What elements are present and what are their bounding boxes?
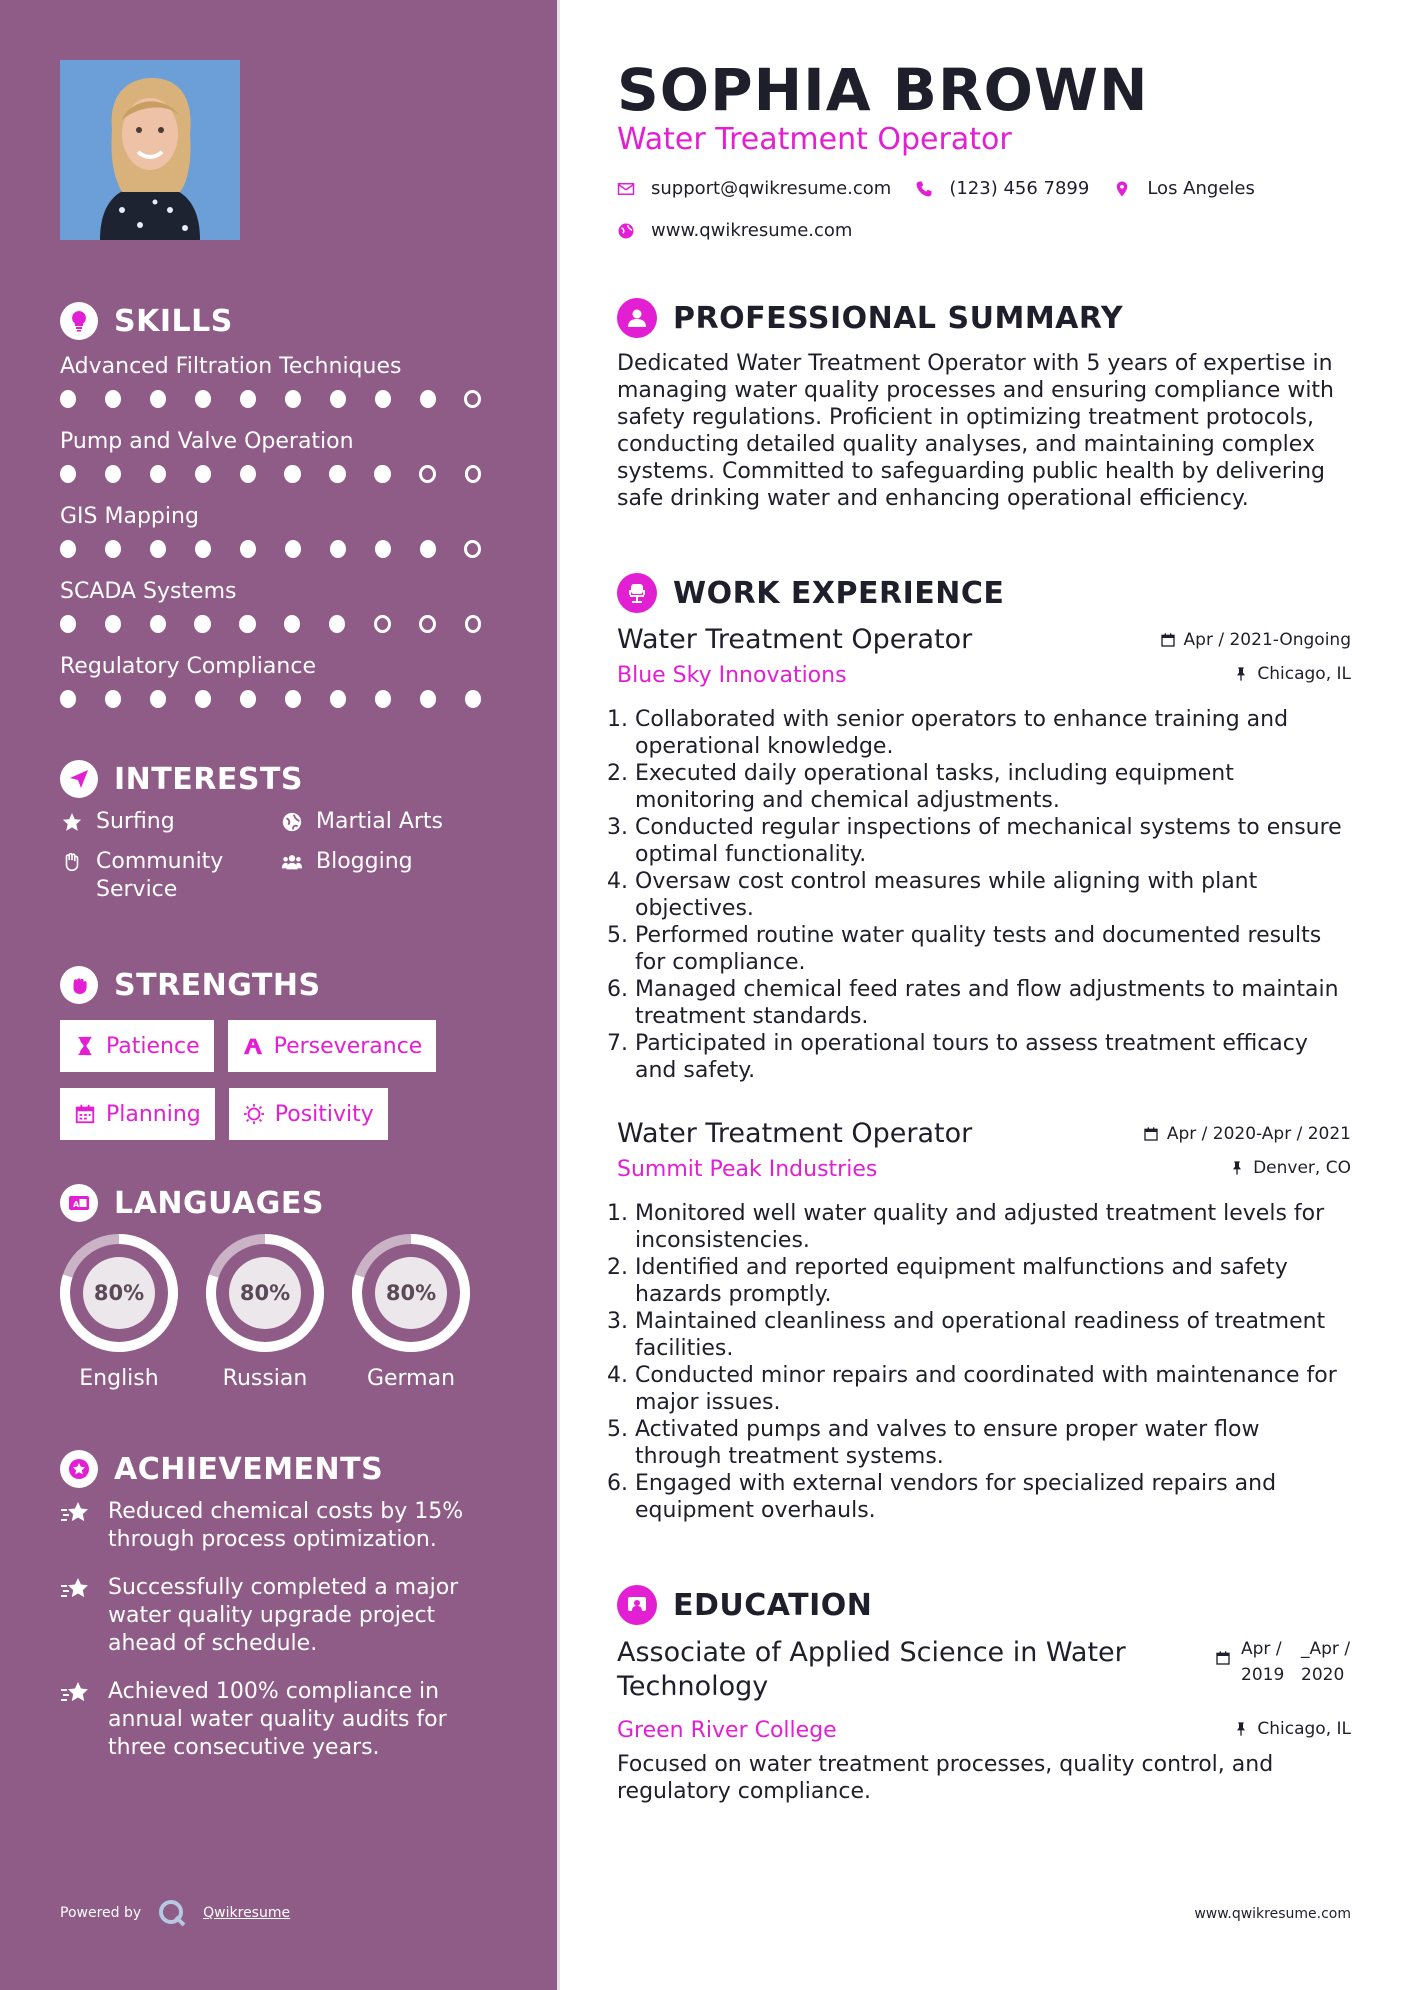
skill-name: SCADA Systems (60, 579, 237, 604)
company-name: Blue Sky Innovations (617, 663, 847, 688)
language-ring (58, 1232, 180, 1354)
rating-dot-filled (329, 615, 345, 633)
graduation-icon (617, 1585, 657, 1625)
rating-dot-filled (375, 540, 391, 558)
main-content (617, 0, 1351, 1990)
rating-dot-empty (464, 390, 481, 408)
rating-dot-filled (240, 390, 256, 408)
rating-dot-filled (150, 465, 166, 483)
duty-item: Monitored well water quality and adjusted treatment levels for inconsistencies. (635, 1201, 1325, 1253)
rating-dot-filled (105, 615, 121, 633)
candidate-name: SOPHIA BROWN (617, 56, 1149, 124)
strength-label: Planning (106, 1101, 201, 1127)
summary-title: PROFESSIONAL SUMMARY (673, 300, 1124, 336)
language-percent: 80% (93, 1281, 145, 1305)
lightbulb-icon (60, 302, 98, 340)
duty-item: Collaborated with senior operators to enhance training and operational knowledge. (635, 707, 1289, 759)
hand-icon (60, 848, 84, 876)
calendar-icon (1160, 632, 1176, 648)
achievement-text: Reduced chemical costs by 15% through process optimization. (108, 1499, 464, 1552)
phone-text: (123) 456 7899 (949, 178, 1090, 199)
achievements-title: ACHIEVEMENTS (114, 1451, 384, 1487)
rating-dot-filled (195, 390, 211, 408)
sidebar (0, 0, 557, 1990)
interest-label: Surfing (96, 809, 175, 834)
job-dates (1143, 1124, 1351, 1144)
skill-name: GIS Mapping (60, 504, 199, 529)
rating-dot-empty (465, 615, 482, 633)
languages-list (58, 1232, 472, 1391)
languages-title: LANGUAGES (114, 1185, 324, 1221)
rating-dot-filled (330, 690, 346, 708)
rating-dot-filled (60, 615, 76, 633)
job-location (1229, 1158, 1351, 1178)
duty-item: Managed chemical feed rates and flow adjustments to maintain treatment standards. (635, 977, 1339, 1029)
company-name: Summit Peak Industries (617, 1157, 878, 1182)
achievements-list (60, 1498, 490, 1782)
rating-dot-empty (465, 465, 482, 483)
strengths-heading (60, 966, 321, 1004)
job-entry (617, 1118, 1351, 1524)
languages-heading (60, 1184, 324, 1222)
qwikresume-logo-icon (157, 1898, 187, 1928)
globe-icon (280, 808, 304, 836)
duty-item: Identified and reported equipment malfunctions and safety hazards promptly. (635, 1255, 1288, 1307)
globe-icon (617, 222, 635, 240)
skill-name: Advanced Filtration Techniques (60, 354, 402, 379)
strengths-title: STRENGTHS (114, 967, 321, 1003)
duty-item: Engaged with external vendors for specialized repairs and equipment overhauls. (635, 1471, 1277, 1523)
language-percent: 80% (239, 1281, 291, 1305)
language-name: Russian (222, 1366, 308, 1391)
achievement-item (60, 1678, 490, 1762)
rating-dot-filled (105, 390, 121, 408)
job-entry (617, 624, 1351, 1084)
skill-item (60, 500, 510, 575)
rating-dot-filled (195, 690, 211, 708)
map-pin-icon (1113, 180, 1131, 198)
phone-icon (915, 180, 933, 198)
calendar-icon (74, 1103, 96, 1125)
degree-name: Associate of Applied Science in Water Technology (617, 1637, 1126, 1702)
skill-item (60, 350, 510, 425)
footer-website-link[interactable]: www.qwikresume.com (1194, 1906, 1351, 1922)
education-start: Apr / 2019 (1241, 1639, 1285, 1685)
job-location-text: Chicago, IL (1257, 664, 1351, 684)
interests-list (60, 808, 500, 904)
rating-dot-filled (374, 465, 390, 483)
skills-list (60, 350, 510, 725)
summary-heading (617, 298, 1123, 338)
language-percent: 80% (385, 1281, 437, 1305)
calendar-icon (1143, 1126, 1159, 1142)
strength-chip (228, 1020, 437, 1072)
pushpin-icon (1233, 1721, 1249, 1737)
rating-dot-filled (195, 540, 211, 558)
rating-dot-filled (240, 465, 256, 483)
strength-chip (60, 1088, 215, 1140)
job-dates-text: Apr / 2021-Ongoing (1183, 630, 1351, 650)
language-ring (350, 1232, 472, 1354)
strength-label: Patience (106, 1033, 200, 1059)
strength-label: Perseverance (273, 1033, 423, 1059)
shooting-star-icon (60, 1498, 94, 1554)
skills-heading (60, 302, 233, 340)
shooting-star-icon (60, 1574, 94, 1658)
achievement-text: Achieved 100% compliance in annual water quality audits for three consecutive years. (108, 1679, 447, 1760)
strength-chip (229, 1088, 388, 1140)
rating-dot-filled (150, 615, 166, 633)
rating-dot-filled (60, 540, 76, 558)
sun-icon (243, 1103, 265, 1125)
rating-dot-filled (284, 465, 300, 483)
star-icon (60, 808, 84, 836)
experience-title: WORK EXPERIENCE (673, 575, 1005, 611)
rating-dot-filled (285, 690, 301, 708)
email-item (617, 178, 891, 199)
rating-dot-filled (150, 540, 166, 558)
job-dates-text: Apr / 2020-Apr / 2021 (1166, 1124, 1351, 1144)
skills-title: SKILLS (114, 303, 233, 339)
climber-icon (242, 1035, 264, 1057)
translate-icon (60, 1184, 98, 1222)
rating-dot-filled (420, 690, 436, 708)
achievement-item (60, 1498, 490, 1554)
skill-name: Regulatory Compliance (60, 654, 316, 679)
interest-label: Blogging (316, 849, 413, 874)
interest-item (280, 848, 500, 904)
achievement-text: Successfully completed a major water quality upgrade project ahead of schedule. (108, 1575, 459, 1656)
rating-dot-filled (465, 690, 481, 708)
duty-list (617, 1200, 1351, 1524)
strength-chip (60, 1020, 214, 1072)
duty-item: Activated pumps and valves to ensure proper water flow through treatment systems. (635, 1417, 1260, 1469)
job-title: Water Treatment Operator (617, 122, 1012, 157)
skill-item (60, 650, 510, 725)
rating-dot-filled (105, 540, 121, 558)
phone-item (915, 178, 1089, 199)
interest-item (280, 808, 500, 836)
duty-item: Conducted regular inspections of mechanical systems to ensure optimal functionality. (635, 815, 1342, 867)
powered-by-label: Powered by (60, 1905, 142, 1921)
chair-icon (617, 573, 657, 613)
duty-item: Participated in operational tours to assess treatment efficacy and safety. (635, 1031, 1308, 1083)
rating-dot-filled (420, 540, 436, 558)
interest-label: Community Service (96, 849, 224, 902)
education-end: _Apr / 2020 (1301, 1639, 1351, 1685)
fist-icon (60, 966, 98, 1004)
svg-text:A: A (73, 1200, 80, 1209)
column-divider (557, 0, 560, 1990)
rating-dot-filled (420, 390, 436, 408)
education-description: Focused on water treatment processes, quality control, and regulatory compliance. (617, 1752, 1274, 1804)
rating-dot-filled (60, 465, 76, 483)
duty-item: Performed routine water quality tests and documented results for compliance. (635, 923, 1322, 975)
language-name: German (366, 1366, 456, 1391)
rating-dot-filled (105, 690, 121, 708)
rating-dot-filled (329, 465, 345, 483)
rating-dot-empty (419, 615, 436, 633)
interests-title: INTERESTS (114, 761, 303, 797)
rating-dot-filled (240, 690, 256, 708)
interest-item (60, 808, 280, 836)
job-location (1233, 664, 1351, 684)
skill-rating (60, 465, 510, 483)
rating-dot-filled (105, 465, 121, 483)
job-dates (1160, 630, 1351, 650)
award-icon (60, 1450, 98, 1488)
achievement-item (60, 1574, 490, 1658)
contact-row (617, 178, 1279, 199)
job-position: Water Treatment Operator (617, 1118, 973, 1149)
rating-dot-empty (464, 540, 481, 558)
pushpin-icon (1233, 666, 1249, 682)
school-name: Green River College (617, 1718, 837, 1743)
rating-dot-filled (285, 390, 301, 408)
language-ring (204, 1232, 326, 1354)
rating-dot-filled (375, 390, 391, 408)
rating-dot-filled (284, 615, 300, 633)
powered-by (60, 1898, 290, 1928)
location-text: Los Angeles (1147, 178, 1255, 199)
language-item (204, 1232, 326, 1391)
skill-item (60, 425, 510, 500)
email-link[interactable]: support@qwikresume.com (651, 178, 892, 199)
skill-rating (60, 615, 510, 633)
experience-heading (617, 573, 1004, 613)
rating-dot-empty (419, 465, 436, 483)
education-location-text: Chicago, IL (1257, 1719, 1351, 1739)
hourglass-icon (74, 1035, 96, 1057)
job-position: Water Treatment Operator (617, 624, 973, 655)
rating-dot-empty (374, 615, 391, 633)
achievements-heading (60, 1450, 383, 1488)
rating-dot-filled (150, 390, 166, 408)
rating-dot-filled (330, 390, 346, 408)
rating-dot-filled (150, 690, 166, 708)
profile-photo (60, 60, 240, 240)
rating-dot-filled (195, 465, 211, 483)
interest-label: Martial Arts (316, 809, 444, 834)
interests-heading (60, 760, 303, 798)
language-item (58, 1232, 180, 1391)
rating-dot-filled (60, 390, 76, 408)
education-dates (1215, 1636, 1351, 1688)
rating-dot-filled (375, 690, 391, 708)
interest-item (60, 848, 280, 904)
portrait-image (60, 60, 240, 240)
duty-item: Maintained cleanliness and operational readiness of treatment facilities. (635, 1309, 1326, 1361)
skill-rating (60, 540, 510, 558)
education-title: EDUCATION (673, 1587, 873, 1623)
calendar-icon (1215, 1650, 1231, 1666)
skill-name: Pump and Valve Operation (60, 429, 354, 454)
rating-dot-filled (240, 540, 256, 558)
website-link[interactable]: www.qwikresume.com (651, 220, 853, 241)
qwikresume-link[interactable]: Qwikresume (203, 1905, 291, 1921)
users-icon (280, 848, 304, 876)
skill-rating (60, 390, 510, 408)
skill-item (60, 575, 510, 650)
pushpin-icon (1229, 1160, 1245, 1176)
paper-plane-icon (60, 760, 98, 798)
language-item (350, 1232, 472, 1391)
website-item (617, 220, 852, 241)
job-location-text: Denver, CO (1253, 1158, 1351, 1178)
rating-dot-filled (330, 540, 346, 558)
rating-dot-filled (194, 615, 210, 633)
user-icon (617, 298, 657, 338)
rating-dot-filled (285, 540, 301, 558)
skill-rating (60, 690, 510, 708)
shooting-star-icon (60, 1678, 94, 1762)
education-location (1233, 1719, 1351, 1739)
rating-dot-filled (239, 615, 255, 633)
duty-item: Conducted minor repairs and coordinated with maintenance for major issues. (635, 1363, 1337, 1415)
strength-label: Positivity (274, 1101, 374, 1127)
summary-text: Dedicated Water Treatment Operator with 5 years of expertise in managing water quality processes and ensuring compliance with safety regulations. Proficient in optimizing treatment protocols, conducting detailed quality analyses, and maintaining complex systems. Committed to safeguarding public health by delivering safe drinking water and enhancing operational efficiency. (617, 351, 1334, 511)
location-item (1113, 178, 1255, 199)
duty-item: Oversaw cost control measures while aligning with plant objectives. (635, 869, 1258, 921)
duty-list (617, 706, 1351, 1084)
strengths-list (60, 1020, 510, 1140)
language-name: English (79, 1366, 159, 1391)
rating-dot-filled (60, 690, 76, 708)
education-heading (617, 1585, 872, 1625)
education-entry (617, 1636, 1351, 1805)
duty-item: Executed daily operational tasks, including equipment monitoring and chemical adjustments. (635, 761, 1234, 813)
envelope-icon (617, 180, 635, 198)
